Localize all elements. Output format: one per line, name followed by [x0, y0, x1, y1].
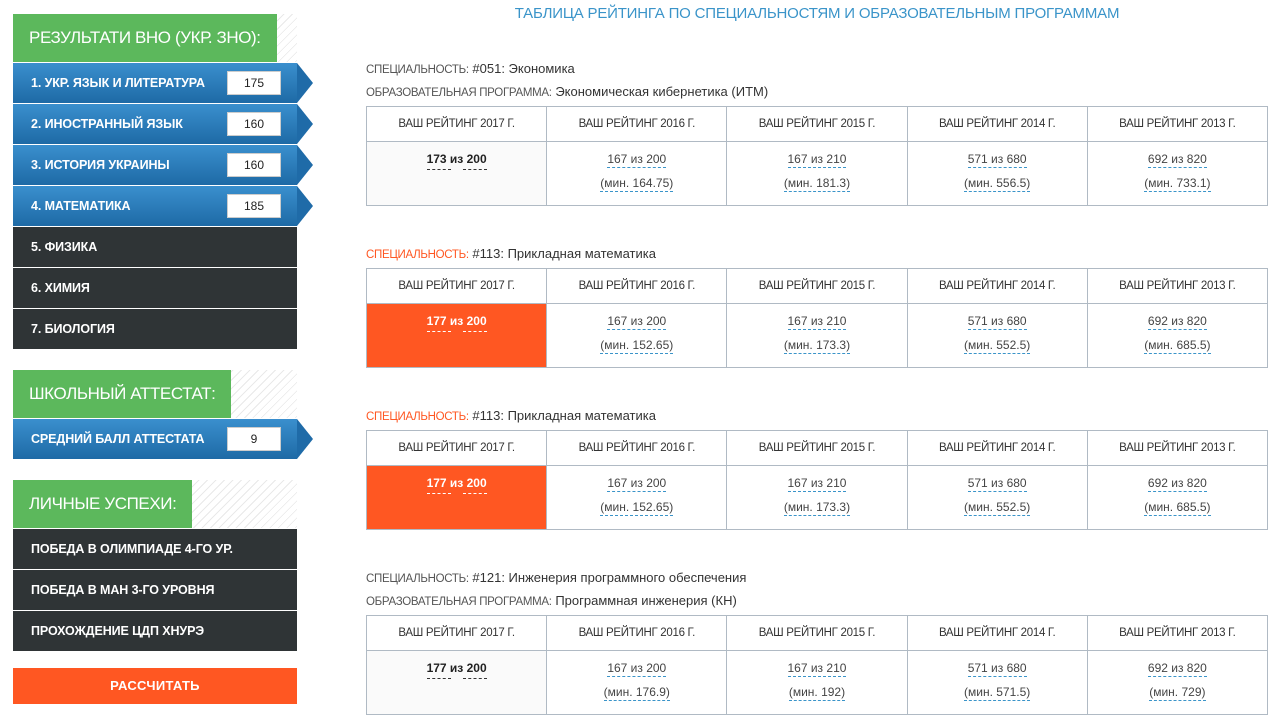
achievement-item[interactable]	[13, 529, 297, 569]
achievement-label: ПОБЕДА В ОЛИМПИАДЕ 4-ГО УР.	[31, 542, 233, 556]
subject-item[interactable]	[13, 145, 297, 185]
year-rank[interactable]: 571 из 680	[967, 661, 1027, 675]
subject-label: 5. ФИЗИКА	[31, 240, 98, 254]
year-rating-cell	[1087, 142, 1267, 206]
underline-right	[463, 493, 487, 494]
subject-item[interactable]	[13, 227, 297, 267]
current-rating-cell	[367, 304, 547, 368]
program-label: ОБРАЗОВАТЕЛЬНАЯ ПРОГРАММА:	[366, 596, 552, 608]
specialty-block	[366, 407, 1268, 530]
column-header: ВАШ РЕЙТИНГ 2014 Г.	[907, 107, 1087, 142]
specialty-label: СПЕЦИАЛЬНОСТЬ:	[366, 411, 469, 423]
column-header: ВАШ РЕЙТИНГ 2016 Г.	[547, 616, 727, 651]
specialty-value: #113: Прикладная математика	[472, 408, 656, 423]
subject-label: 4. МАТЕМАТИКА	[31, 199, 131, 213]
year-rank[interactable]: 571 из 680	[967, 314, 1027, 328]
specialty-value: #051: Экономика	[472, 61, 575, 76]
program-value: Экономическая кибернетика (ИТМ)	[555, 84, 769, 99]
subject-item[interactable]	[13, 186, 297, 226]
year-rank[interactable]: 692 из 820	[1147, 314, 1207, 328]
current-rating[interactable]	[427, 152, 487, 166]
specialty-line	[366, 407, 1268, 430]
program-line	[366, 83, 1268, 106]
specialty-line	[366, 569, 1268, 592]
year-rating-cell	[727, 466, 907, 530]
year-min-score[interactable]: (мин. 733.1)	[1144, 176, 1211, 190]
year-min-score[interactable]: (мин. 685.5)	[1144, 338, 1211, 352]
year-min-score[interactable]: (мин. 552.5)	[964, 500, 1031, 514]
column-header: ВАШ РЕЙТИНГ 2013 Г.	[1087, 107, 1267, 142]
year-rating-cell	[907, 304, 1087, 368]
column-header: ВАШ РЕЙТИНГ 2015 Г.	[727, 431, 907, 466]
column-header: ВАШ РЕЙТИНГ 2013 Г.	[1087, 269, 1267, 304]
program-value: Программная инженерия (КН)	[555, 593, 737, 608]
achievement-item[interactable]	[13, 611, 297, 651]
column-header: ВАШ РЕЙТИНГ 2013 Г.	[1087, 616, 1267, 651]
certificate-section-header	[13, 370, 297, 418]
year-min-score[interactable]: (мин. 152.65)	[600, 500, 674, 514]
current-rating-text: 177 из 200	[426, 661, 487, 675]
year-rank[interactable]: 692 из 820	[1147, 152, 1207, 166]
rating-table	[366, 615, 1268, 715]
achievements-section-header	[13, 480, 297, 528]
underline-left	[427, 331, 451, 332]
year-min-score[interactable]: (мин. 164.75)	[600, 176, 674, 190]
year-rating-cell	[547, 466, 727, 530]
specialty-line	[366, 245, 1268, 268]
year-rating-cell	[727, 651, 907, 715]
year-rating-cell	[547, 142, 727, 206]
subject-label: 2. ИНОСТРАННЫЙ ЯЗЫК	[31, 117, 183, 131]
year-rank[interactable]: 167 из 200	[607, 314, 667, 328]
column-header: ВАШ РЕЙТИНГ 2015 Г.	[727, 616, 907, 651]
specialty-block	[366, 569, 1268, 715]
underline-left	[427, 493, 451, 494]
subject-score-input[interactable]: 160	[227, 112, 281, 136]
year-rank[interactable]: 167 из 210	[787, 661, 847, 675]
year-rating-cell	[547, 651, 727, 715]
column-header: ВАШ РЕЙТИНГ 2017 Г.	[367, 107, 547, 142]
subject-item[interactable]	[13, 63, 297, 103]
specialty-label: СПЕЦИАЛЬНОСТЬ:	[366, 249, 469, 261]
subject-label: 3. ИСТОРИЯ УКРАИНЫ	[31, 158, 170, 172]
year-rank[interactable]: 692 из 820	[1147, 476, 1207, 490]
vno-section-header	[13, 14, 297, 62]
year-min-score[interactable]: (мин. 152.65)	[600, 338, 674, 352]
underline-right	[463, 331, 487, 332]
current-rating-cell	[367, 651, 547, 715]
current-rating-text: 177 из 200	[426, 476, 487, 490]
underline-left	[427, 678, 451, 679]
subject-score-input[interactable]: 185	[227, 194, 281, 218]
column-header: ВАШ РЕЙТИНГ 2017 Г.	[367, 616, 547, 651]
column-header: ВАШ РЕЙТИНГ 2014 Г.	[907, 431, 1087, 466]
subject-label: 6. ХИМИЯ	[31, 281, 90, 295]
rating-table	[366, 430, 1268, 530]
current-rating[interactable]	[427, 661, 487, 675]
column-header: ВАШ РЕЙТИНГ 2014 Г.	[907, 616, 1087, 651]
year-min-score[interactable]: (мин. 192)	[788, 685, 846, 699]
year-rank[interactable]: 167 из 210	[787, 476, 847, 490]
year-rank[interactable]: 571 из 680	[967, 476, 1027, 490]
year-min-score[interactable]: (мин. 173.3)	[783, 338, 851, 352]
year-min-score[interactable]: (мин. 176.9)	[603, 685, 670, 699]
column-header: ВАШ РЕЙТИНГ 2016 Г.	[547, 269, 727, 304]
column-header: ВАШ РЕЙТИНГ 2016 Г.	[547, 431, 727, 466]
column-header: ВАШ РЕЙТИНГ 2015 Г.	[727, 107, 907, 142]
year-min-score[interactable]: (мин. 571.5)	[964, 685, 1031, 699]
year-rank[interactable]: 167 из 200	[607, 476, 667, 490]
specialty-label: СПЕЦИАЛЬНОСТЬ:	[366, 64, 469, 76]
subject-label: 1. УКР. ЯЗЫК И ЛИТЕРАТУРА	[31, 76, 205, 90]
year-min-score[interactable]: (мин. 552.5)	[964, 338, 1031, 352]
column-header: ВАШ РЕЙТИНГ 2017 Г.	[367, 269, 547, 304]
year-rating-cell	[907, 466, 1087, 530]
specialty-block	[366, 245, 1268, 368]
year-rating-cell	[907, 142, 1087, 206]
year-rating-cell	[1087, 304, 1267, 368]
subject-item[interactable]	[13, 309, 297, 349]
rating-table	[366, 106, 1268, 206]
vno-section-title: РЕЗУЛЬТАТИ ВНО (УКР. ЗНО):	[13, 14, 277, 62]
current-rating-text: 177 из 200	[426, 314, 487, 328]
column-header: ВАШ РЕЙТИНГ 2014 Г.	[907, 269, 1087, 304]
page-title: ТАБЛИЦА РЕЙТИНГА ПО СПЕЦИАЛЬНОСТЯМ И ОБРАЗОВАТЕЛЬНЫМ ПРОГРАММАМ	[514, 5, 1120, 22]
current-rating-cell	[367, 142, 547, 206]
achievement-label: ПРОХОЖДЕНИЕ ЦДП ХНУРЭ	[31, 624, 205, 638]
subject-label: 7. БИОЛОГИЯ	[31, 322, 115, 336]
achievements-section-title: ЛИЧНЫЕ УСПЕХИ:	[13, 480, 192, 528]
column-header: ВАШ РЕЙТИНГ 2015 Г.	[727, 269, 907, 304]
underline-right	[463, 169, 487, 170]
year-rank[interactable]: 692 из 820	[1147, 661, 1207, 675]
specialty-value: #113: Прикладная математика	[472, 246, 656, 261]
year-rank[interactable]: 167 из 200	[607, 661, 667, 675]
rating-table	[366, 268, 1268, 368]
sidebar	[13, 14, 313, 693]
specialty-block	[366, 60, 1268, 206]
subject-list	[13, 63, 313, 349]
year-rank[interactable]: 167 из 210	[787, 152, 847, 166]
achievement-list	[13, 529, 313, 651]
certificate-label: СРЕДНИЙ БАЛЛ АТТЕСТАТА	[31, 432, 205, 446]
subject-score-input[interactable]: 160	[227, 153, 281, 177]
subject-item[interactable]	[13, 268, 297, 308]
achievement-label: ПОБЕДА В МАН 3-ГО УРОВНЯ	[31, 583, 215, 597]
year-rank[interactable]: 571 из 680	[967, 152, 1027, 166]
year-rating-cell	[547, 304, 727, 368]
column-header: ВАШ РЕЙТИНГ 2017 Г.	[367, 431, 547, 466]
year-rank[interactable]: 167 из 210	[787, 314, 847, 328]
current-rating-cell	[367, 466, 547, 530]
certificate-score-input[interactable]: 9	[227, 427, 281, 451]
certificate-section-title: ШКОЛЬНЫЙ АТТЕСТАТ:	[13, 370, 231, 418]
year-rating-cell	[1087, 466, 1267, 530]
specialty-line	[366, 60, 1268, 83]
subject-score-input[interactable]: 175	[227, 71, 281, 95]
year-rank[interactable]: 167 из 200	[607, 152, 667, 166]
column-header: ВАШ РЕЙТИНГ 2013 Г.	[1087, 431, 1267, 466]
specialty-value: #121: Инженерия программного обеспечения	[472, 570, 747, 585]
specialty-label: СПЕЦИАЛЬНОСТЬ:	[366, 573, 469, 585]
year-rating-cell	[907, 651, 1087, 715]
year-min-score[interactable]: (мин. 181.3)	[783, 176, 851, 190]
year-min-score[interactable]: (мин. 729)	[1149, 685, 1206, 699]
certificate-row[interactable]	[13, 419, 297, 459]
calculate-button[interactable]: РАССЧИТАТЬ	[13, 668, 297, 704]
program-label: ОБРАЗОВАТЕЛЬНАЯ ПРОГРАММА:	[366, 87, 552, 99]
program-line	[366, 592, 1268, 615]
current-rating-text: 173 из 200	[426, 152, 487, 166]
subject-item[interactable]	[13, 104, 297, 144]
year-rating-cell	[727, 304, 907, 368]
current-rating[interactable]	[427, 476, 487, 490]
underline-right	[463, 678, 487, 679]
year-min-score[interactable]: (мин. 173.3)	[783, 500, 851, 514]
achievement-item[interactable]	[13, 570, 297, 610]
year-min-score[interactable]: (мин. 685.5)	[1144, 500, 1211, 514]
year-min-score[interactable]: (мин. 556.5)	[964, 176, 1031, 190]
column-header: ВАШ РЕЙТИНГ 2016 Г.	[547, 107, 727, 142]
underline-left	[427, 169, 451, 170]
year-rating-cell	[727, 142, 907, 206]
year-rating-cell	[1087, 651, 1267, 715]
current-rating[interactable]	[427, 314, 487, 328]
